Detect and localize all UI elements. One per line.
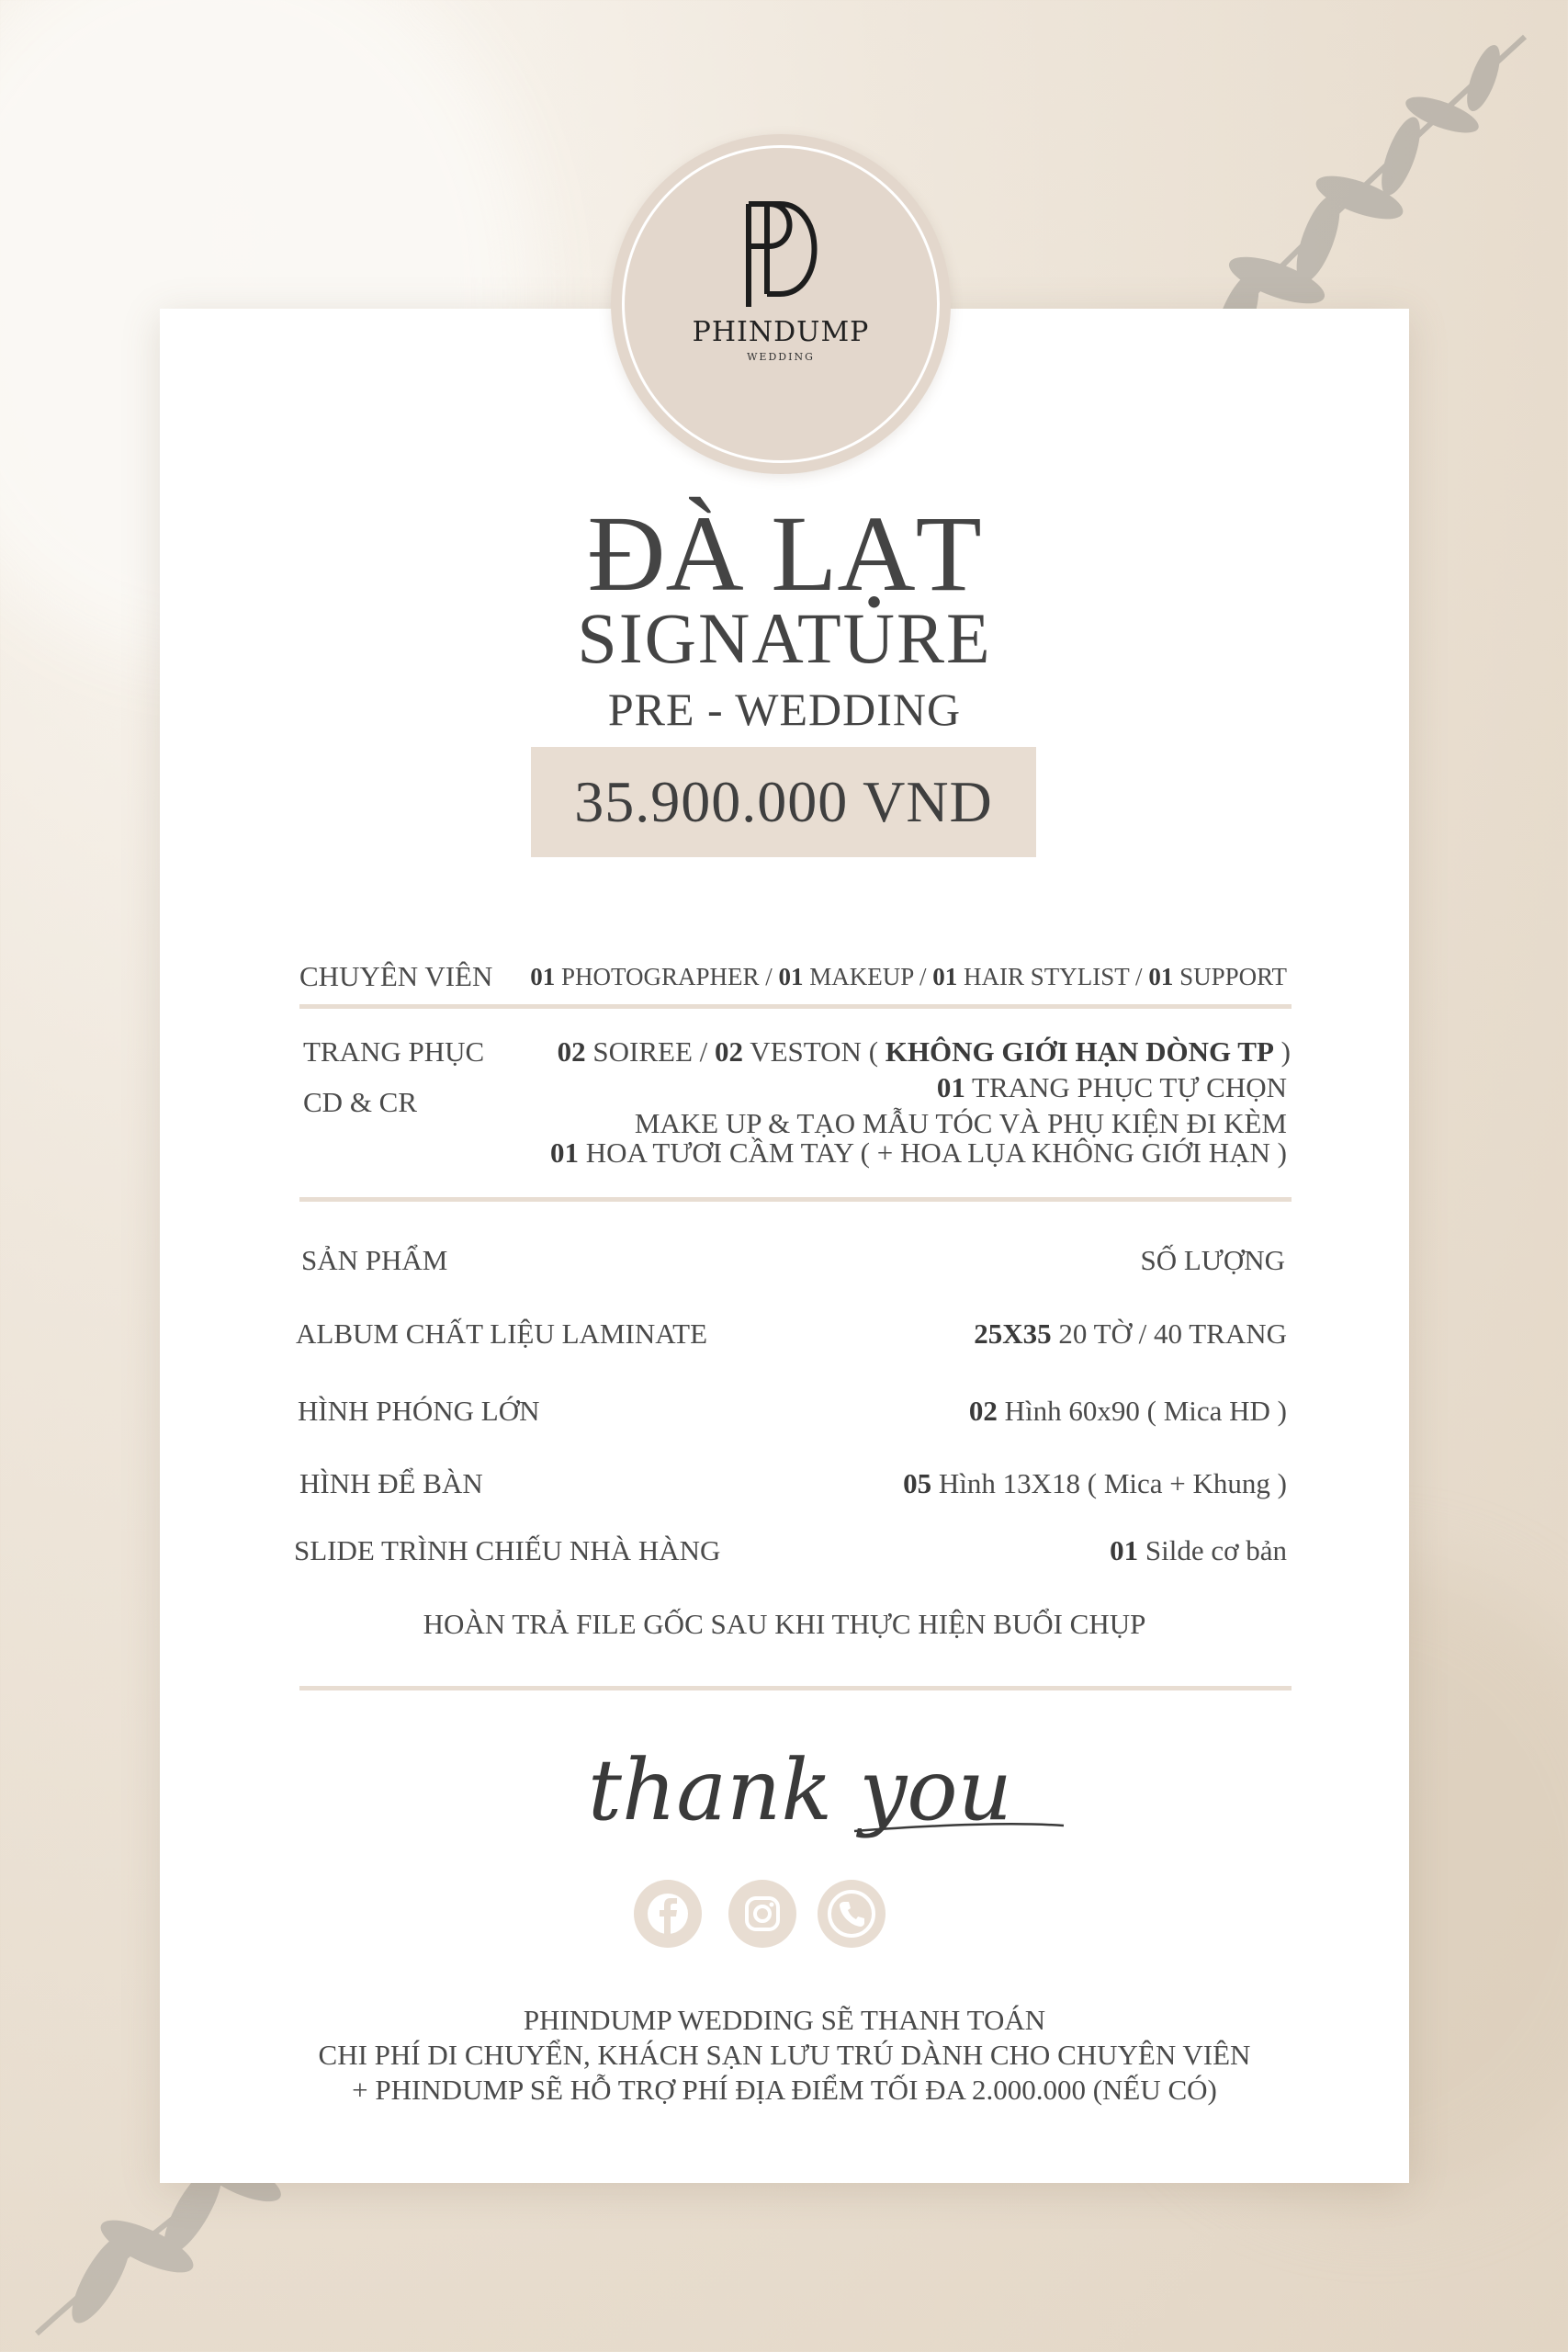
brand-logo — [611, 134, 951, 474]
product-qty-detail: Silde cơ bản — [1145, 1534, 1287, 1566]
instagram-icon — [728, 1880, 796, 1948]
product-qty — [903, 1467, 1287, 1500]
outfit-sublabel: CD & CR — [303, 1086, 418, 1118]
outfit-text: ) — [1280, 1035, 1291, 1068]
outfit-qty: 01 — [550, 1136, 579, 1169]
phone-icon — [818, 1880, 886, 1948]
instagram-button[interactable] — [728, 1880, 796, 1948]
product-qty-detail: Hình 13X18 ( Mica + Khung ) — [938, 1467, 1287, 1499]
thank-you-script — [579, 1723, 1075, 1879]
staff-label: CHUYÊN VIÊN — [299, 960, 493, 992]
outfit-text: VESTON ( — [750, 1035, 879, 1068]
pd-monogram-icon — [730, 198, 831, 309]
staff-qty: 01 — [530, 963, 556, 990]
product-qty-detail: 20 TỜ / 40 TRANG — [1058, 1317, 1287, 1350]
product-qty-value: 25X35 — [974, 1317, 1052, 1350]
outfit-highlight: KHÔNG GIỚI HẠN DÒNG TP — [885, 1035, 1274, 1068]
outfit-qty: 01 — [936, 1071, 965, 1103]
outfit-label: TRANG PHỤC — [303, 1035, 485, 1068]
product-qty — [969, 1395, 1287, 1428]
outfit-line-4 — [550, 1136, 1287, 1170]
product-name: HÌNH PHÓNG LỚN — [298, 1395, 540, 1427]
products-note: HOÀN TRẢ FILE GỐC SAU KHI THỰC HIỆN BUỔI CHỤP — [423, 1608, 1146, 1640]
title-package: SIGNATURE — [577, 598, 992, 678]
thank-you-text: thank you — [588, 1741, 1012, 1839]
products-header-right: SỐ LƯỢNG — [1140, 1244, 1285, 1276]
product-name: HÌNH ĐỂ BÀN — [299, 1467, 483, 1499]
outfit-text: HOA TƯƠI CẦM TAY ( + HOA LỤA KHÔNG GIỚI HẠN ) — [585, 1136, 1287, 1169]
outfit-text: SOIREE / — [592, 1035, 708, 1068]
divider — [299, 1004, 1292, 1009]
title-location: ĐÀ LẠT — [587, 493, 982, 614]
facebook-icon — [634, 1880, 702, 1948]
footer-line-3: + PHINDUMP SẼ HỖ TRỢ PHÍ ĐỊA ĐIỂM TỐI ĐA 2.000.000 (NẾU CÓ) — [352, 2074, 1217, 2106]
product-qty-detail: Hình 60x90 ( Mica HD ) — [1004, 1395, 1287, 1427]
staff-role: PHOTOGRAPHER / — [560, 963, 773, 990]
facebook-button[interactable] — [634, 1880, 702, 1948]
price-value: 35.900.000 VND — [574, 769, 993, 834]
product-qty — [1110, 1534, 1287, 1567]
brand-name: PHINDUMP — [692, 316, 870, 348]
footer-line-2: CHI PHÍ DI CHUYỂN, KHÁCH SẠN LƯU TRÚ DÀNH CHO CHUYÊN VIÊN — [318, 2039, 1251, 2071]
divider — [299, 1197, 1292, 1202]
staff-qty: 01 — [1148, 963, 1174, 990]
product-qty-value: 01 — [1110, 1534, 1139, 1566]
product-qty-value: 02 — [968, 1395, 998, 1427]
outfit-line-3: MAKE UP & TẠO MẪU TÓC VÀ PHỤ KIỆN ĐI KÈM — [634, 1107, 1287, 1139]
staff-qty: 01 — [778, 963, 804, 990]
title-type: PRE - WEDDING — [607, 684, 962, 735]
brand-subtitle: WEDDING — [747, 351, 815, 363]
product-name: SLIDE TRÌNH CHIẾU NHÀ HÀNG — [294, 1534, 721, 1566]
product-qty — [974, 1317, 1287, 1351]
product-qty-value: 05 — [903, 1467, 932, 1499]
staff-role: HAIR STYLIST / — [964, 963, 1143, 990]
outfit-line-1 — [558, 1035, 1291, 1069]
outfit-qty: 02 — [557, 1035, 586, 1068]
footer-line-1: PHINDUMP WEDDING SẼ THANH TOÁN — [523, 2004, 1046, 2036]
staff-qty: 01 — [932, 963, 958, 990]
outfit-line-2 — [937, 1071, 1287, 1104]
product-name: ALBUM CHẤT LIỆU LAMINATE — [296, 1317, 708, 1350]
outfit-qty: 02 — [715, 1035, 744, 1068]
staff-list — [530, 960, 1287, 993]
phone-button[interactable] — [818, 1880, 886, 1948]
outfit-text: TRANG PHỤC TỰ CHỌN — [972, 1071, 1287, 1103]
divider — [299, 1686, 1292, 1690]
staff-role: MAKEUP / — [809, 963, 927, 990]
price-badge — [531, 747, 1036, 857]
products-header-left: SẢN PHẨM — [301, 1244, 448, 1276]
staff-role: SUPPORT — [1179, 963, 1287, 990]
